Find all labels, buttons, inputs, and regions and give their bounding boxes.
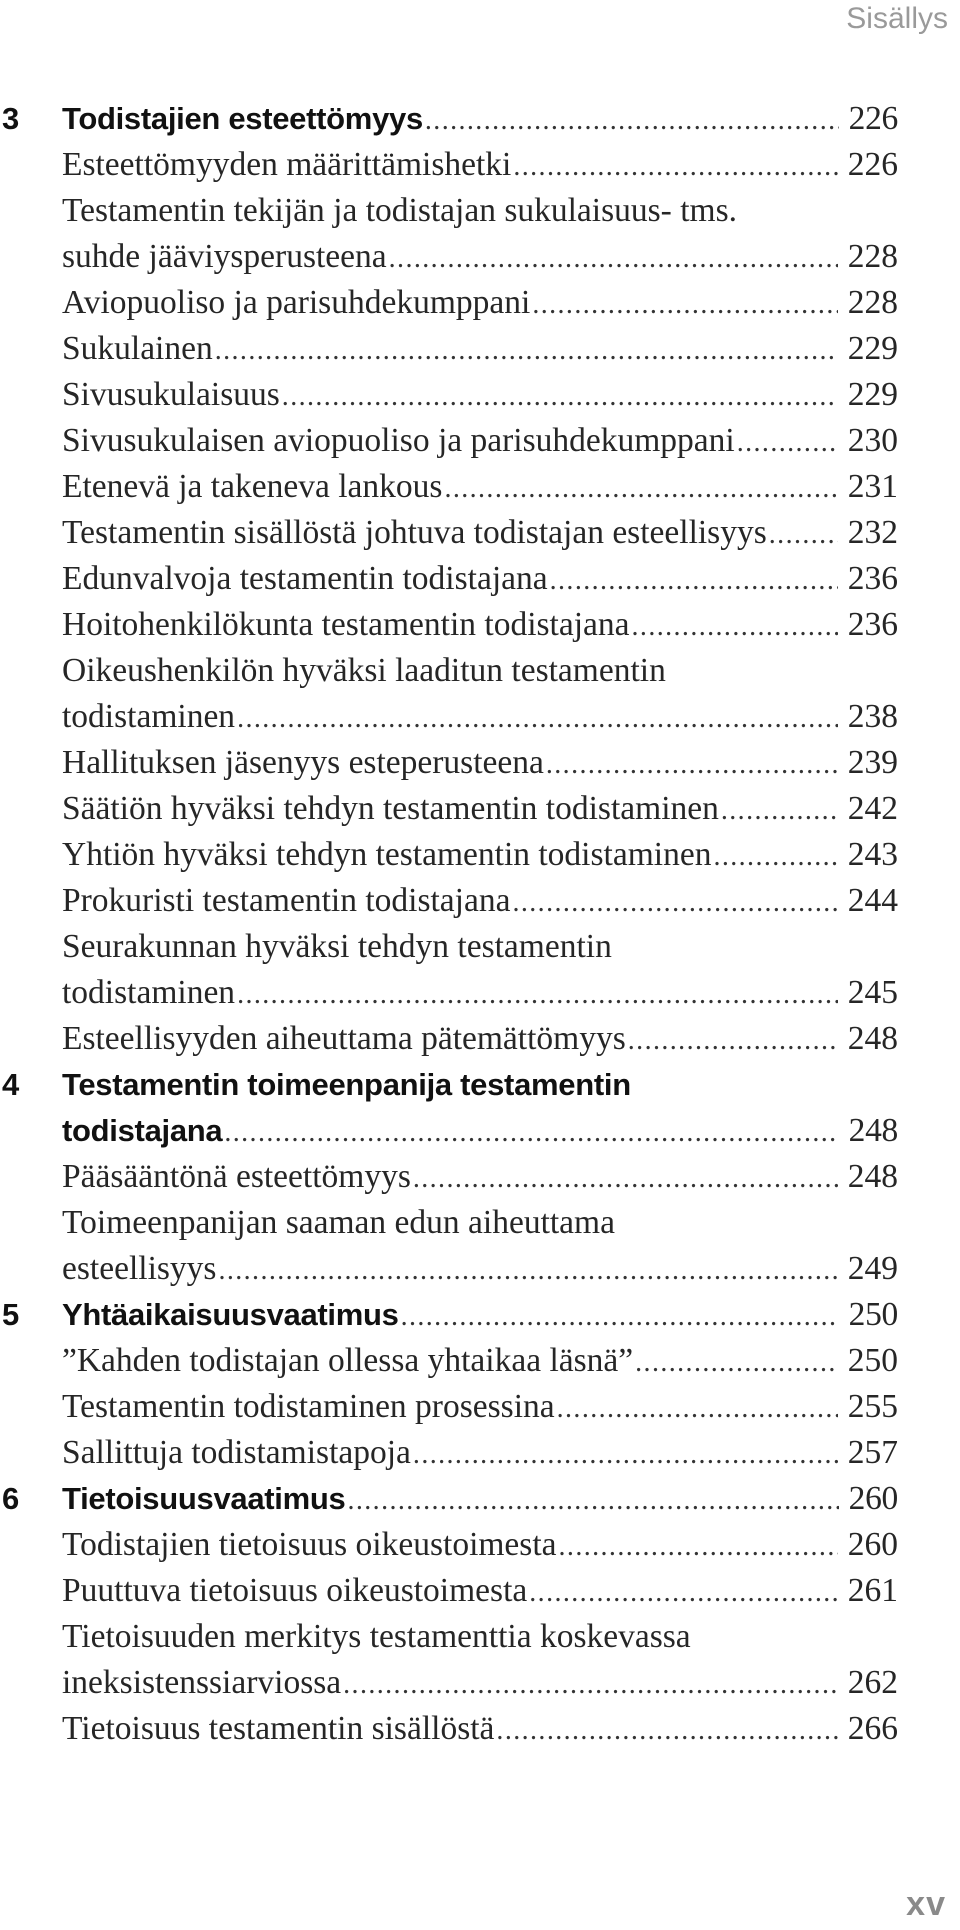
entry-title: Sivusukulaisen aviopuoliso ja parisuhdekumppani [62,422,735,459]
entry-title: Hoitohenkilökunta testamentin todistajana [62,606,630,643]
entry-page-number: 238 [847,698,898,735]
entry-page-number: 260 [848,1480,898,1517]
dot-leader [735,420,838,464]
dot-leader [423,98,839,142]
section-number: 3 [2,101,20,136]
entry-page-number: 266 [847,1710,898,1747]
entry-title: Esteettömyyden määrittämishetki [62,146,512,183]
dot-leader [530,282,837,326]
toc-entry [0,832,960,878]
entry-page-number: 260 [847,1526,898,1563]
section-number: 4 [2,1067,20,1102]
entry-title: Etenevä ja takeneva lankous [62,468,443,505]
entry-title: todistaminen [62,974,236,1011]
toc-entry [0,1200,960,1246]
entry-title: Toimeenpanijan saaman edun aiheuttama [62,1204,615,1241]
dot-leader [494,1708,837,1752]
toc-entry [0,602,960,648]
entry-page-number: 250 [848,1296,898,1333]
toc-line [62,832,898,878]
toc-entry [0,1154,960,1200]
toc-line [62,1476,898,1522]
toc-line [62,1200,898,1246]
toc-line [62,326,898,372]
entry-title: Sivusukulaisuus [62,376,280,413]
dot-leader [399,1294,839,1338]
entry-page-number: 249 [847,1250,898,1287]
toc-line [62,1430,898,1476]
entry-title: Yhtiön hyväksi tehdyn testamentin todistaminen [62,836,712,873]
dot-leader [235,696,838,740]
entry-page-number: 248 [847,1158,898,1195]
toc-entry [0,464,960,510]
dot-leader [630,604,838,648]
entry-title: Testamentin toimeenpanija testamentin [62,1067,631,1102]
entry-page-number: 229 [847,376,898,413]
toc-line [62,694,898,740]
toc-line [62,96,898,142]
toc-entry [0,924,960,970]
toc-line [62,556,898,602]
toc-line [62,464,898,510]
toc-entry [0,694,960,740]
toc-section-entry [0,1108,960,1154]
dot-leader [235,972,838,1016]
toc-line [62,740,898,786]
toc-line [62,602,898,648]
toc-entry [0,280,960,326]
entry-page-number: 239 [847,744,898,781]
entry-title: Testamentin sisällöstä johtuva todistajan esteellisyys [62,514,767,551]
entry-page-number: 255 [847,1388,898,1425]
toc-entry [0,1384,960,1430]
dot-leader [510,880,837,924]
entry-title: Hallituksen jäsenyys esteperusteena [62,744,544,781]
entry-title: todistajana [62,1113,223,1148]
toc-entry [0,1246,960,1292]
dot-leader [555,1386,838,1430]
toc-entry [0,1614,960,1660]
toc-line [62,924,898,970]
dot-leader [442,466,837,510]
entry-page-number: 228 [847,238,898,275]
toc-entry [0,878,960,924]
page-number: xv [906,1885,946,1923]
entry-title: ”Kahden todistajan ollessa yhtaikaa läsnä” [62,1342,634,1379]
toc-entry [0,1338,960,1384]
dot-leader [216,1248,837,1292]
dot-leader [222,1110,838,1154]
toc-entry [0,556,960,602]
section-number: 6 [2,1481,20,1516]
toc-section-entry [0,1292,960,1338]
toc-line [62,1706,898,1752]
dot-leader [411,1432,838,1476]
toc-line [62,1522,898,1568]
toc-entry [0,648,960,694]
entry-page-number: 226 [847,146,898,183]
entry-title: Seurakunnan hyväksi tehdyn testamentin [62,928,612,965]
entry-page-number: 228 [847,284,898,321]
entry-page-number: 257 [847,1434,898,1471]
toc-line [62,786,898,832]
toc-entry [0,740,960,786]
entry-page-number: 236 [847,606,898,643]
toc-entry [0,1568,960,1614]
toc-line [62,1154,898,1200]
entry-page-number: 232 [847,514,898,551]
entry-page-number: 230 [847,422,898,459]
dot-leader [548,558,838,602]
entry-title: Oikeushenkilön hyväksi laaditun testamentin [62,652,666,689]
toc-entry [0,1430,960,1476]
entry-page-number: 236 [847,560,898,597]
toc-line [62,234,898,280]
entry-title: suhde jääviysperusteena [62,238,387,275]
toc-entry [0,1016,960,1062]
entry-title: Tietoisuus testamentin sisällöstä [62,1710,495,1747]
toc-line [62,1568,898,1614]
toc-entry [0,1522,960,1568]
toc-section-entry [0,1476,960,1522]
dot-leader [411,1156,838,1200]
toc-line [62,1614,898,1660]
entry-title: Todistajien esteettömyys [62,101,423,136]
toc-line [62,1292,898,1338]
toc-line [62,970,898,1016]
toc-line [62,510,898,556]
toc-line [62,1384,898,1430]
entry-title: Pääsääntönä esteettömyys [62,1158,411,1195]
toc-line [62,418,898,464]
section-number: 5 [2,1297,20,1332]
entry-page-number: 248 [847,1020,898,1057]
entry-page-number: 231 [847,468,898,505]
toc-entry [0,970,960,1016]
toc-line [62,1338,898,1384]
dot-leader [711,834,837,878]
entry-page-number: 262 [847,1664,898,1701]
entry-title: Sukulainen [62,330,213,367]
toc-entry [0,1660,960,1706]
toc-line [62,188,898,234]
entry-title: Aviopuoliso ja parisuhdekumppani [62,284,531,321]
entry-title: Puuttuva tietoisuus oikeustoimesta [62,1572,528,1609]
entry-title: ineksistenssiarviossa [62,1664,342,1701]
toc-line [62,1062,898,1108]
entry-title: Sallittuja todistamistapoja [62,1434,411,1471]
toc-line [62,648,898,694]
toc-line [62,1108,898,1154]
dot-leader [511,144,837,188]
toc-line [62,280,898,326]
running-head: Sisällys [846,2,948,35]
dot-leader [213,328,838,372]
entry-title: Prokuristi testamentin todistajana [62,882,511,919]
toc-entry [0,188,960,234]
entry-title: Testamentin tekijän ja todistajan sukulaisuus- tms. [62,192,737,229]
dot-leader [544,742,838,786]
toc-line [62,1246,898,1292]
table-of-contents [0,96,960,1752]
toc-section-entry [0,1062,960,1108]
toc-line [62,1660,898,1706]
dot-leader [557,1524,838,1568]
dot-leader [387,236,838,280]
toc-entry [0,418,960,464]
dot-leader [527,1570,837,1614]
entry-page-number: 261 [847,1572,898,1609]
entry-title: Tietoisuusvaatimus [62,1481,346,1516]
dot-leader [719,788,838,832]
toc-line [62,1016,898,1062]
dot-leader [345,1478,838,1522]
toc-entry [0,372,960,418]
toc-section-entry [0,96,960,142]
dot-leader [341,1662,838,1706]
toc-line [62,372,898,418]
entry-title: Edunvalvoja testamentin todistajana [62,560,548,597]
toc-line [62,142,898,188]
entry-title: Esteellisyyden aiheuttama pätemättömyys [62,1020,626,1057]
entry-page-number: 242 [847,790,898,827]
dot-leader [633,1340,838,1384]
toc-entry [0,326,960,372]
entry-title: esteellisyys [62,1250,217,1287]
dot-leader [626,1018,838,1062]
dot-leader [280,374,838,418]
entry-title: Testamentin todistaminen prosessina [62,1388,555,1425]
entry-title: Säätiön hyväksi tehdyn testamentin todistaminen [62,790,719,827]
entry-page-number: 250 [847,1342,898,1379]
entry-title: todistaminen [62,698,236,735]
toc-line [62,878,898,924]
entry-page-number: 226 [848,100,898,137]
entry-page-number: 229 [847,330,898,367]
toc-entry [0,510,960,556]
entry-page-number: 245 [847,974,898,1011]
entry-title: Todistajien tietoisuus oikeustoimesta [62,1526,557,1563]
entry-page-number: 248 [848,1112,898,1149]
toc-entry [0,1706,960,1752]
entry-page-number: 243 [847,836,898,873]
toc-entry [0,786,960,832]
entry-title: Yhtäaikaisuusvaatimus [62,1297,399,1332]
entry-title: Tietoisuuden merkitys testamenttia koskevassa [62,1618,691,1655]
dot-leader [767,512,838,556]
toc-entry [0,234,960,280]
entry-page-number: 244 [847,882,898,919]
toc-entry [0,142,960,188]
